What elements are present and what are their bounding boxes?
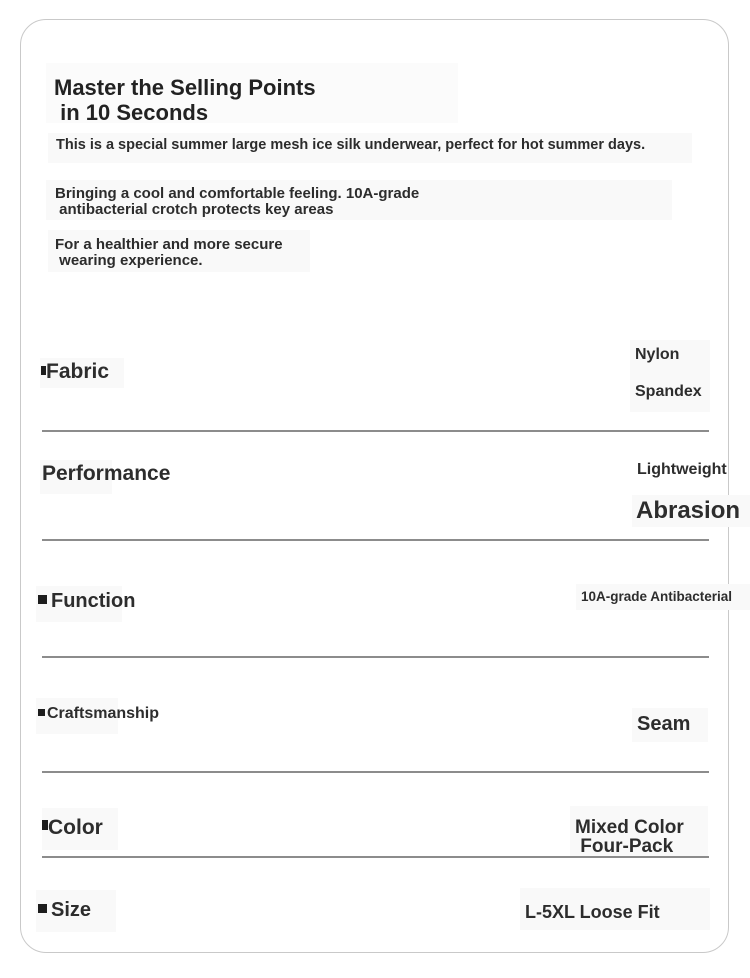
divider-line — [42, 430, 709, 432]
divider-line — [42, 656, 709, 658]
square-bullet-icon — [42, 820, 48, 830]
spec-label-craftsmanship-text: Craftsmanship — [47, 705, 160, 722]
spec-value-performance-2: Abrasion — [636, 497, 741, 524]
spec-label-performance: Performance — [42, 462, 171, 485]
square-bullet-icon — [38, 904, 47, 913]
page-title: Master the Selling Points in 10 Seconds — [54, 75, 316, 125]
spec-value-color-1: Mixed Color Four-Pack — [575, 817, 684, 857]
divider-line — [42, 771, 709, 773]
spec-label-fabric — [41, 360, 109, 384]
intro-line1: This is a special summer large mesh ice silk underwear, perfect for hot summer days. — [56, 137, 646, 153]
intro-line3: For a healthier and more secure wearing experience. — [55, 236, 283, 269]
spec-label-function-text: Function — [51, 590, 136, 612]
spec-label-color — [42, 816, 103, 840]
square-bullet-icon — [38, 595, 47, 604]
divider-line — [42, 856, 709, 858]
spec-label-size-text: Size — [51, 899, 92, 921]
spec-value-size-1: L-5XL Loose Fit — [525, 902, 660, 922]
spec-label-function — [38, 590, 135, 613]
spec-value-fabric-1: Nylon — [635, 346, 680, 363]
square-bullet-icon — [38, 709, 45, 716]
spec-label-color-text: Color — [48, 816, 103, 839]
divider-line — [42, 539, 709, 541]
intro-line2: Bringing a cool and comfortable feeling. 10A-grade antibacterial crotch protects key areas — [55, 185, 420, 218]
square-bullet-icon — [41, 366, 46, 375]
spec-label-fabric-text: Fabric — [46, 360, 110, 383]
spec-value-craftsmanship-1: Seam — [637, 713, 691, 735]
spec-label-craftsmanship — [38, 705, 159, 723]
spec-label-size — [38, 899, 91, 922]
spec-value-fabric-2: Spandex — [635, 383, 702, 400]
spec-value-performance-1: Lightweight — [637, 461, 727, 478]
spec-value-function-1: 10A-grade Antibacterial — [581, 589, 733, 604]
